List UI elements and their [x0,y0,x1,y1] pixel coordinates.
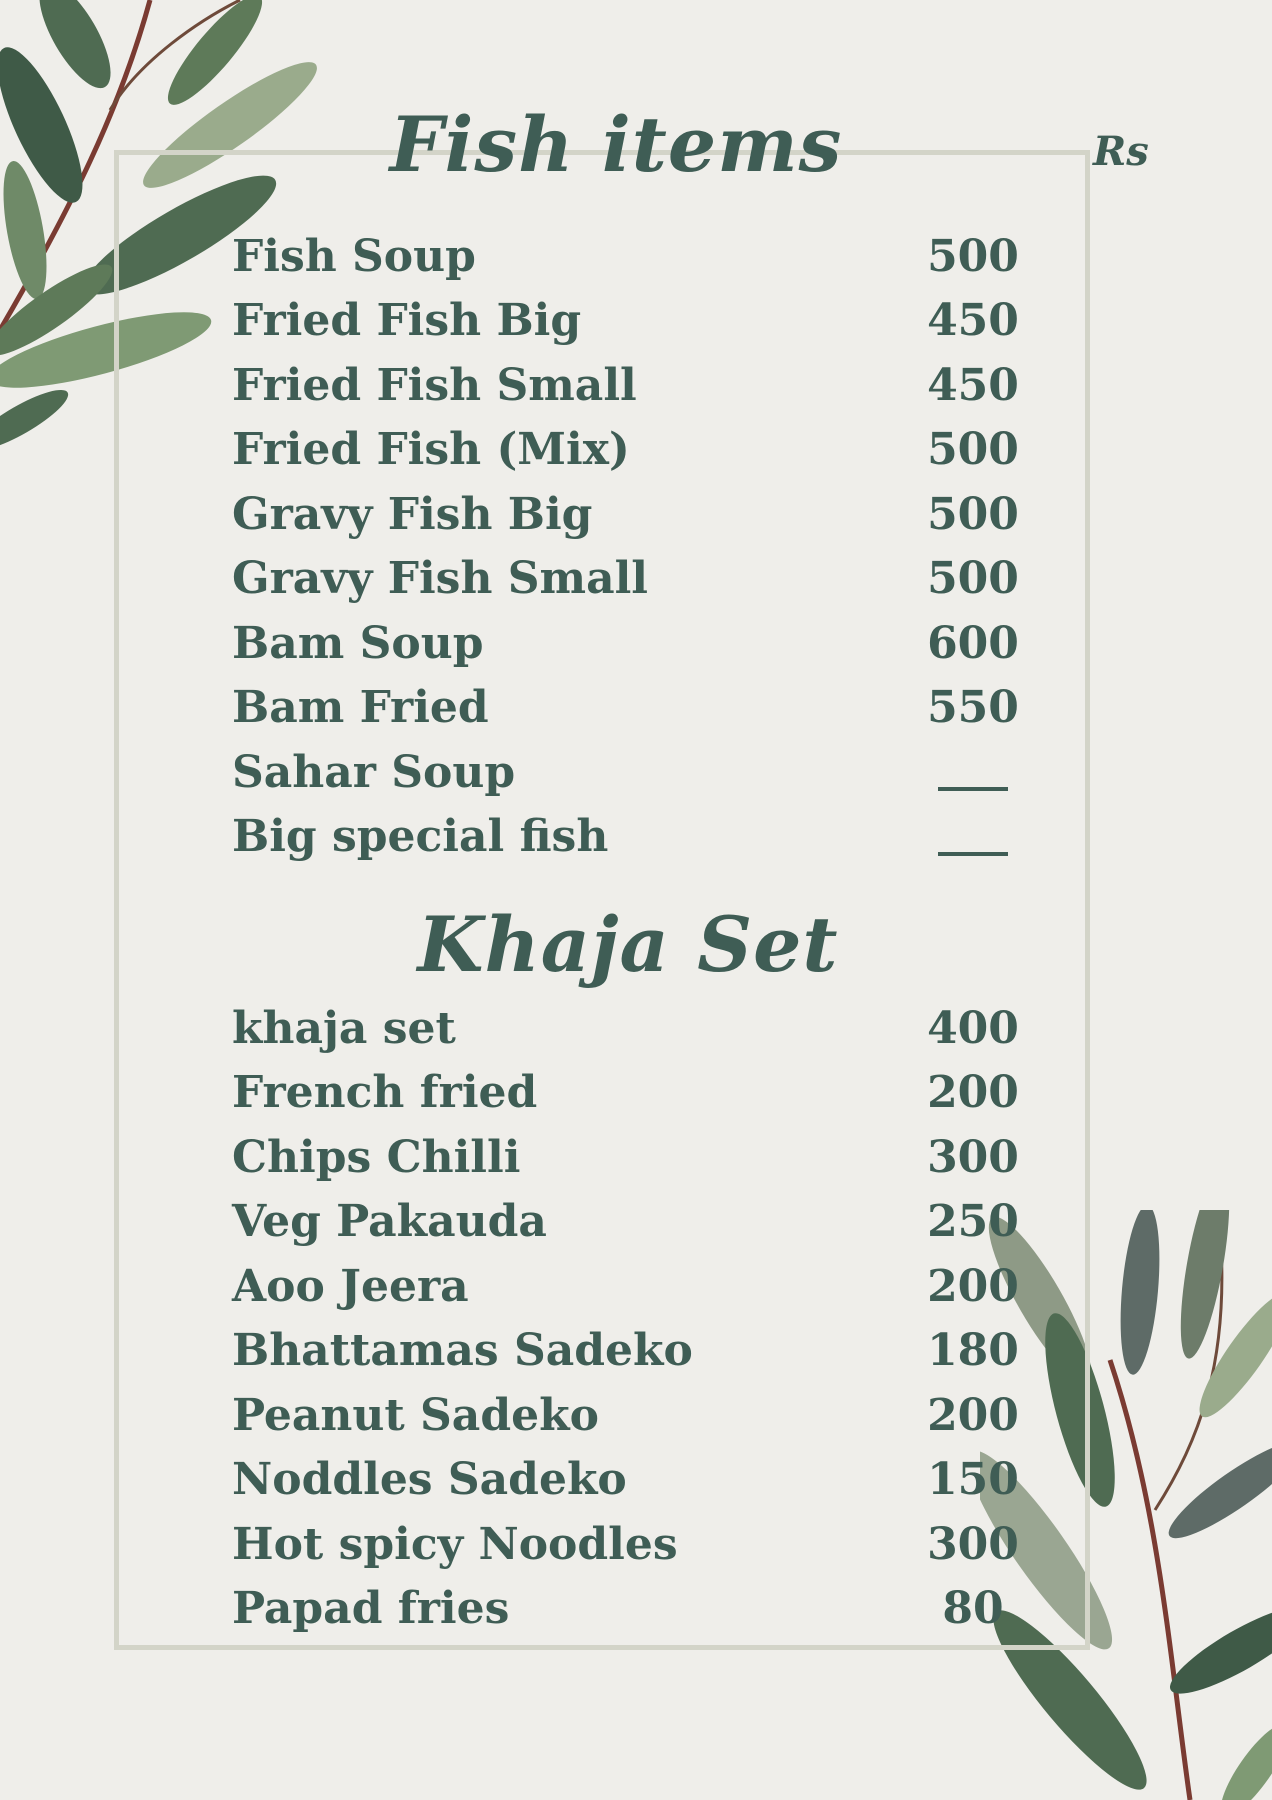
menu-item-name: Bam Fried [232,682,489,734]
menu-item-name: Peanut Sadeko [232,1389,599,1441]
menu-item-price: 500 [927,488,1019,540]
menu-item [232,996,1032,1061]
menu-item [232,224,1032,289]
menu-item-price: 500 [927,424,1019,476]
menu-item-name: Gravy Fish Small [232,553,649,605]
menu-item [232,1061,1032,1126]
menu-item-name: Veg Pakauda [232,1196,547,1248]
menu-item [232,805,1032,870]
currency-label: Rs [1093,128,1149,175]
menu-item-name: Aoo Jeera [232,1260,469,1312]
menu-item-price: 400 [927,1002,1019,1054]
menu-item-name: Fish Soup [232,230,476,282]
menu-item [232,740,1032,805]
menu-item-price: 450 [927,295,1019,347]
menu-item [232,418,1032,483]
menu-item [232,1125,1032,1190]
menu-item [232,1383,1032,1448]
price-unavailable-dash [938,852,1008,856]
menu-item-price: 80 [942,1583,1004,1635]
menu-item [232,1319,1032,1384]
menu-item-price: 300 [927,1518,1019,1570]
menu-item [232,482,1032,547]
menu-item-name: French fried [232,1067,538,1119]
menu-item-name: Fried Fish Big [232,295,582,347]
menu-item-price [913,811,1033,862]
menu-item-price: 200 [927,1389,1019,1441]
menu-item-price: 500 [927,553,1019,605]
menu-item-name: Noddles Sadeko [232,1454,627,1506]
price-unavailable-dash [938,787,1008,791]
menu-item-name: Sahar Soup [232,746,516,798]
menu-item [232,353,1032,418]
menu-item-name: Gravy Fish Big [232,488,593,540]
menu-item [232,1448,1032,1513]
menu-item-name: Hot spicy Noodles [232,1518,678,1570]
menu-item-price: 550 [927,682,1019,734]
menu-item-name: Papad fries [232,1583,510,1635]
menu-item [232,547,1032,612]
menu-item-price [913,747,1033,798]
khaja-section-title: Khaja Set [417,900,839,989]
menu-item [232,1577,1032,1642]
menu-item [232,1190,1032,1255]
menu-item-name: Bhattamas Sadeko [232,1325,693,1377]
menu-item-name: Fried Fish Small [232,359,637,411]
menu-item [232,1254,1032,1319]
menu-item-price: 150 [927,1454,1019,1506]
khaja-menu-list [232,996,1032,1641]
menu-item-name: Fried Fish (Mix) [232,424,630,476]
menu-item [232,676,1032,741]
fish-section-title: Fish items [389,100,843,189]
menu-item-name: Bam Soup [232,617,484,669]
menu-item [232,1512,1032,1577]
menu-item-price: 200 [927,1067,1019,1119]
menu-item-price: 300 [927,1131,1019,1183]
menu-item-price: 450 [927,359,1019,411]
fish-menu-list [232,224,1032,869]
menu-item-name: Big special fish [232,811,609,863]
menu-item [232,611,1032,676]
menu-item-price: 250 [927,1196,1019,1248]
menu-item-price: 200 [927,1260,1019,1312]
menu-item-price: 500 [927,230,1019,282]
menu-item [232,289,1032,354]
menu-item-price: 180 [927,1325,1019,1377]
menu-item-name: Chips Chilli [232,1131,521,1183]
menu-item-price: 600 [927,617,1019,669]
menu-item-name: khaja set [232,1002,456,1054]
